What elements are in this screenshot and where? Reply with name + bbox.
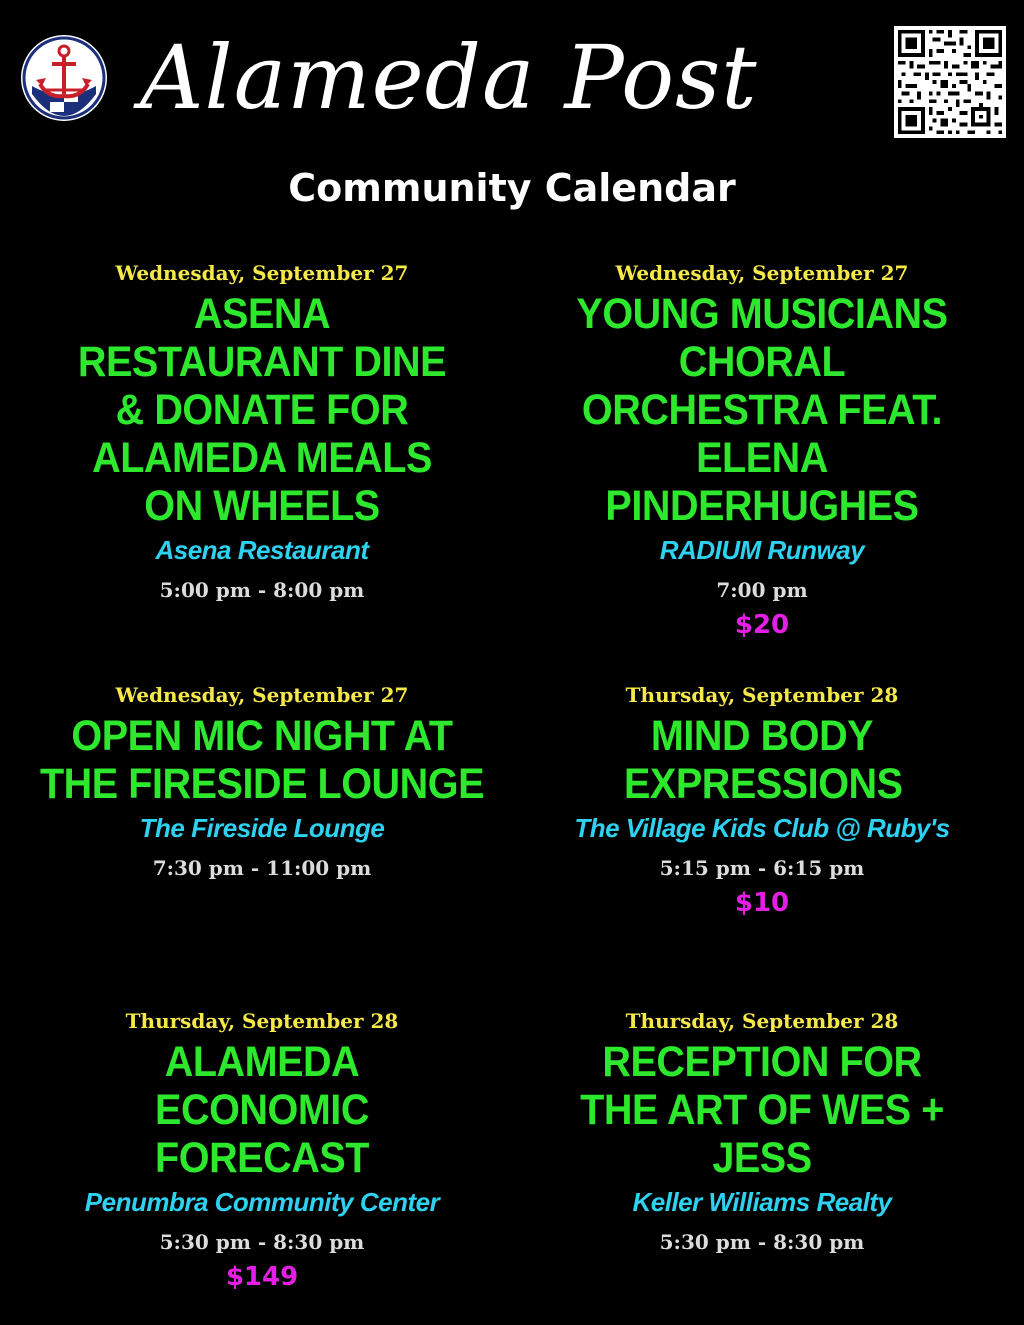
event-venue[interactable]: Keller Williams Realty [632,1187,892,1217]
event-time: 5:30 pm - 8:30 pm [659,1230,865,1254]
event-time: 5:15 pm - 6:15 pm [659,856,865,880]
event-price: $149 [225,1262,299,1292]
event-title[interactable]: ASENA RESTAURANT DINE & DONATE FOR ALAMEDA MEALS ON WHEELS [77,290,447,530]
event-price: $20 [734,610,790,640]
event-time: 5:00 pm - 8:00 pm [159,578,365,602]
header [0,0,1024,150]
event-date: Thursday, September 28 [625,1009,899,1033]
event-title[interactable]: MIND BODY EXPRESSIONS [624,712,903,808]
event-title[interactable]: OPEN MIC NIGHT AT THE FIRESIDE LOUNGE [39,712,485,808]
event-card[interactable] [12,252,512,610]
event-card[interactable] [12,1000,512,1292]
event-grid [0,252,1024,1292]
event-time: 7:30 pm - 11:00 pm [152,856,372,880]
event-venue[interactable]: The Fireside Lounge [139,813,385,843]
event-card[interactable] [512,674,1012,918]
event-card[interactable] [12,674,512,888]
anchor-icon[interactable] [20,34,108,122]
event-date: Thursday, September 28 [625,683,899,707]
event-date: Wednesday, September 27 [115,261,409,285]
event-card[interactable] [512,252,1012,640]
event-venue[interactable]: The Village Kids Club @ Ruby's [574,813,950,843]
event-title[interactable]: YOUNG MUSICIANS CHORAL ORCHESTRA FEAT. ELENA PINDERHUGHES [576,290,948,530]
event-price: $10 [734,888,790,918]
event-time: 5:30 pm - 8:30 pm [159,1230,365,1254]
masthead[interactable]: Alameda Post [140,26,758,129]
event-title[interactable]: RECEPTION FOR THE ART OF WES + JESS [580,1038,944,1182]
event-card[interactable] [512,1000,1012,1262]
event-title[interactable]: ALAMEDA ECONOMIC FORECAST [155,1038,369,1182]
event-time: 7:00 pm [716,578,808,602]
event-venue[interactable]: RADIUM Runway [659,535,865,565]
event-date: Thursday, September 28 [125,1009,399,1033]
event-date: Wednesday, September 27 [615,261,909,285]
event-venue[interactable]: Asena Restaurant [155,535,369,565]
page-title: Community Calendar [288,166,736,210]
event-date: Wednesday, September 27 [115,683,409,707]
event-venue[interactable]: Penumbra Community Center [84,1187,440,1217]
qr-code-icon[interactable] [893,26,1007,138]
